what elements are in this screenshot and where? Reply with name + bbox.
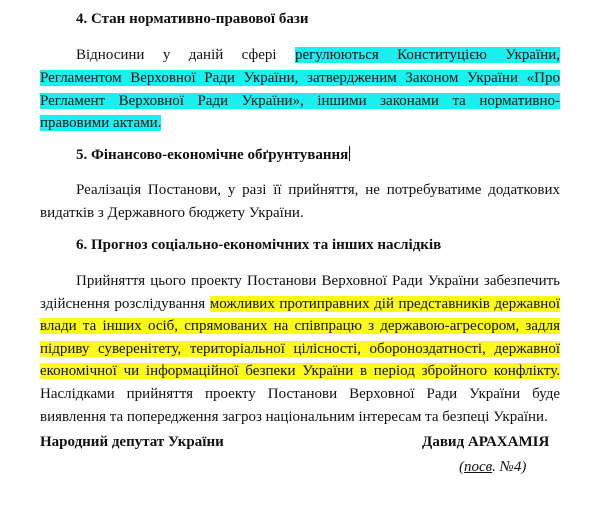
signature-note-open: ( xyxy=(459,459,464,475)
section-5-line-2: видатків з Державного бюджету України. xyxy=(40,205,304,221)
section-6-line-2 xyxy=(40,294,560,314)
section-6-line-4 xyxy=(40,339,560,359)
section-6-highlight: підриву суверенітету, територіальної цілісності, обороноздатності, державної xyxy=(40,341,560,357)
section-4-highlight: правовими актами. xyxy=(40,115,162,131)
section-4-line-4 xyxy=(40,113,560,133)
section-4-line-3 xyxy=(40,91,560,111)
section-6-line-3 xyxy=(40,316,560,336)
signature-name: Давид АРАХАМІЯ xyxy=(422,434,550,450)
signature-note xyxy=(459,459,526,476)
section-6-line-6: Наслідками прийняття проекту Постанови Верховної Ради України буде xyxy=(40,386,560,402)
section-5-line-1: Реалізація Постанови, у разі її прийняття, не потребуватиме додаткових xyxy=(76,182,560,198)
section-6-highlight: економічної чи інформаційної безпеки України в період збройного конфлікту. xyxy=(40,363,560,379)
signature-title: Народний депутат України xyxy=(40,434,224,450)
section-4-line-1 xyxy=(76,45,560,65)
section-4-line-2 xyxy=(40,68,560,88)
signature-note-rest: . №4) xyxy=(492,459,527,475)
section-6-line-1: Прийняття цього проекту Постанови Верховної Ради України забезпечить xyxy=(76,273,560,289)
section-6-text: здійснення розслідування xyxy=(40,296,210,312)
section-4-heading: 4. Стан нормативно-правової бази xyxy=(76,11,309,27)
section-5-heading xyxy=(76,146,350,164)
text-cursor xyxy=(349,146,350,161)
section-4-text: Відносини у даній сфері xyxy=(76,47,295,63)
section-6-highlight: можливих протиправних дій представників державної xyxy=(209,296,560,312)
section-6-highlight: влади та інших осіб, спрямованих на співпрацю з державою-агресором, задля xyxy=(40,318,560,334)
section-4-highlight: Регламент Верховної Ради України», іншими законами та нормативно- xyxy=(40,93,560,109)
signature-note-underlined: посв xyxy=(464,459,493,475)
section-6-heading: 6. Прогноз соціально-економічних та інших наслідків xyxy=(76,237,442,253)
section-6-line-5 xyxy=(40,361,560,381)
section-4-highlight: Регламентом Верховної Ради України, затвердженим Законом України «Про xyxy=(40,70,560,86)
section-5-heading-text: 5. Фінансово-економічне обґрунтування xyxy=(76,147,349,163)
section-4-highlight: регулюються Конституцією України, xyxy=(294,47,560,63)
section-6-line-7: виявлення та попередження загроз національним інтересам та безпеці України. xyxy=(40,409,548,425)
